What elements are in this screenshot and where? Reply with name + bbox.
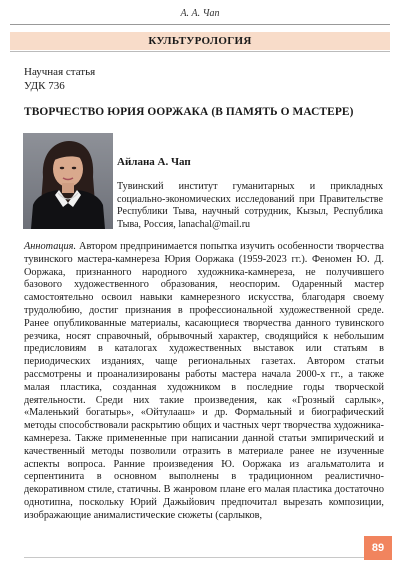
author-portrait-illustration [23,133,113,229]
author-affiliation: Тувинский институт гуманитарных и прикладных социально-экономических исследований при Правительстве Республики Тыва, научный сотрудник, Кызыл, Республика Тыва, Россия, lanachal@mail.ru [117,181,383,230]
udc-code: УДК 736 [24,80,65,92]
header-rule [10,24,390,25]
abstract [24,241,384,523]
author-photo [23,133,113,229]
page-number-badge: 89 [364,536,392,560]
abstract-label: Аннотация. [24,241,77,252]
section-banner: КУЛЬТУРОЛОГИЯ [10,32,390,50]
running-header: А. А. Чап [180,8,220,19]
banner-rule [10,51,390,52]
abstract-text: Автором предпринимается попытка изучить особенности творчества тувинского мастера-камнереза Юрия Ооржака (1959-2023 гг.). Феномен Ю. Д. Ооржака, признанного народного художника-камнереза, не получившего базового художественного образования, неоспорим. Одаренный мастер самостоятельно освоил навыки камнерезного искусства, благодаря своему трудолюбию, достиг признания в профессиональной художественной среде. Ранее опубликованные материалы, касающиеся творчества данного тувинского резчика, носят справочный, обрывочный характер, сводящийся к небольшим предисловиям в каталогах художественных выставок или статьям в периодических изданиях, чаще региональных газетах. Автором статьи рассмотрены и проанализированы работы мастера начала 2000-х гг., а также малая пластика, созданная художником в последние годы творческой деятельности. Среди них такие произведения, как «Грозный сарлык», «Маленький богатырь», «Ойтулааш» и др. Формальный и биографический методы способствовали раскрытию общих и частных черт творчества художника-камнереза. Также примененные при написании данной статьи эмпирический и качественный методы позволили отразить в материале ранее не изученные аспекты вопроса. Ранние произведения Ю. Ооржака из агальматолита и серпентинита в основном выполнены в традиционном реалистично-декоративном стиле, статичны. В жанровом плане его малая пластика достаточно однотипна, поскольку Юрий Дажыйович предпочитал вырезать композиции, изображающие анималистические сюжеты (сарлыков, [24,241,384,521]
article-type: Научная статья [24,66,96,78]
author-name: Айлана А. Чап [117,156,191,168]
article-title: ТВОРЧЕСТВО ЮРИЯ ООРЖАКА (В ПАМЯТЬ О МАСТЕРЕ) [24,106,354,118]
footer-rule [24,557,376,558]
